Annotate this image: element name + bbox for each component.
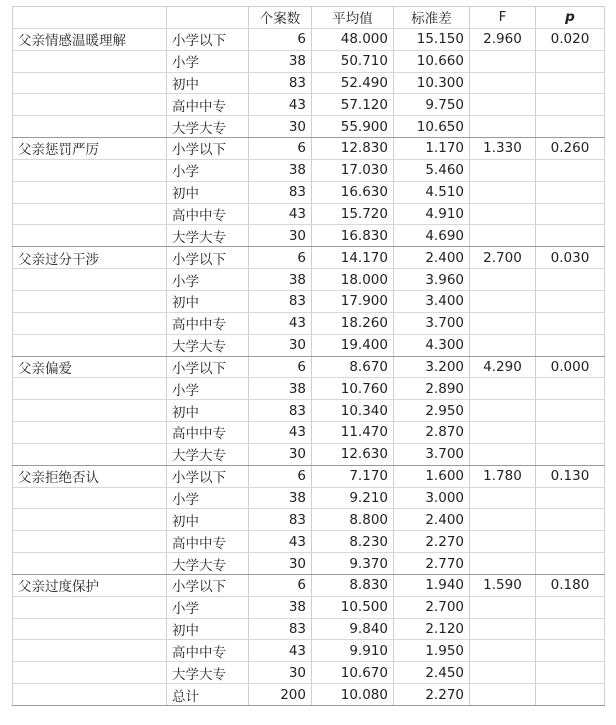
case-count: 6 <box>249 247 312 269</box>
education-level: 初中 <box>167 618 249 640</box>
case-count: 38 <box>249 487 312 509</box>
case-count: 43 <box>249 203 312 225</box>
f-value-empty <box>470 72 536 94</box>
table-row <box>13 400 605 422</box>
variable-name-empty <box>13 269 167 291</box>
case-count: 83 <box>249 290 312 312</box>
p-value-empty <box>536 553 605 575</box>
case-count: 83 <box>249 509 312 531</box>
case-count: 6 <box>249 356 312 378</box>
education-level: 小学 <box>167 269 249 291</box>
education-level: 初中 <box>167 290 249 312</box>
table-row <box>13 378 605 400</box>
f-value-empty <box>470 618 536 640</box>
f-value-empty <box>470 50 536 72</box>
table-row <box>13 356 605 378</box>
education-level: 小学以下 <box>167 247 249 269</box>
p-value: 0.130 <box>536 465 605 487</box>
sd-value: 1.950 <box>394 640 470 662</box>
variable-name-empty <box>13 684 167 706</box>
education-level: 大学大专 <box>167 225 249 247</box>
p-value-empty <box>536 72 605 94</box>
education-level: 初中 <box>167 181 249 203</box>
education-level: 大学大专 <box>167 334 249 356</box>
case-count: 38 <box>249 159 312 181</box>
variable-name-empty <box>13 640 167 662</box>
f-value: 4.290 <box>470 356 536 378</box>
sd-value: 1.940 <box>394 574 470 596</box>
case-count: 43 <box>249 531 312 553</box>
p-value-empty <box>536 618 605 640</box>
p-value-empty <box>536 334 605 356</box>
mean-value: 17.900 <box>312 290 394 312</box>
mean-value: 8.230 <box>312 531 394 553</box>
case-count: 30 <box>249 553 312 575</box>
case-count: 6 <box>249 465 312 487</box>
case-count: 30 <box>249 225 312 247</box>
variable-name-empty <box>13 181 167 203</box>
case-count: 38 <box>249 269 312 291</box>
case-count: 43 <box>249 422 312 444</box>
variable-name-empty <box>13 662 167 684</box>
f-value-empty <box>470 203 536 225</box>
p-value-empty <box>536 487 605 509</box>
p-value-empty <box>536 290 605 312</box>
mean-value: 18.000 <box>312 269 394 291</box>
mean-value: 17.030 <box>312 159 394 181</box>
p-value-empty <box>536 640 605 662</box>
p-value-empty <box>536 422 605 444</box>
education-level: 小学以下 <box>167 574 249 596</box>
table-row <box>13 203 605 225</box>
sd-value: 10.650 <box>394 116 470 138</box>
sd-value: 10.300 <box>394 72 470 94</box>
table-row <box>13 487 605 509</box>
f-value-empty <box>470 684 536 706</box>
table-row <box>13 181 605 203</box>
education-level: 总计 <box>167 684 249 706</box>
sd-value: 2.270 <box>394 531 470 553</box>
mean-value: 19.400 <box>312 334 394 356</box>
case-count: 6 <box>249 28 312 50</box>
table-row <box>13 138 605 160</box>
p-value-empty <box>536 443 605 465</box>
sd-value: 2.770 <box>394 553 470 575</box>
p-value-empty <box>536 684 605 706</box>
education-level: 初中 <box>167 400 249 422</box>
variable-name-empty <box>13 509 167 531</box>
case-count: 30 <box>249 443 312 465</box>
case-count: 83 <box>249 181 312 203</box>
case-count: 38 <box>249 596 312 618</box>
table-row <box>13 312 605 334</box>
education-level: 大学大专 <box>167 443 249 465</box>
mean-value: 8.830 <box>312 574 394 596</box>
header-sd: 标准差 <box>394 7 470 29</box>
variable-name: 父亲偏爱 <box>13 356 167 378</box>
p-value-empty <box>536 203 605 225</box>
variable-name-empty <box>13 159 167 181</box>
case-count: 30 <box>249 334 312 356</box>
table-row <box>13 269 605 291</box>
f-value-empty <box>470 94 536 116</box>
p-value-empty <box>536 269 605 291</box>
mean-value: 11.470 <box>312 422 394 444</box>
f-value-empty <box>470 553 536 575</box>
mean-value: 9.910 <box>312 640 394 662</box>
mean-value: 12.830 <box>312 138 394 160</box>
mean-value: 55.900 <box>312 116 394 138</box>
table-row <box>13 640 605 662</box>
f-value-empty <box>470 531 536 553</box>
table-row <box>13 509 605 531</box>
header-n: 个案数 <box>249 7 312 29</box>
p-value-empty <box>536 378 605 400</box>
mean-value: 15.720 <box>312 203 394 225</box>
sd-value: 2.950 <box>394 400 470 422</box>
variable-name: 父亲惩罚严厉 <box>13 138 167 160</box>
f-value-empty <box>470 181 536 203</box>
sd-value: 3.400 <box>394 290 470 312</box>
sd-value: 2.450 <box>394 662 470 684</box>
variable-name: 父亲过度保护 <box>13 574 167 596</box>
mean-value: 10.500 <box>312 596 394 618</box>
education-level: 小学 <box>167 487 249 509</box>
variable-name-empty <box>13 443 167 465</box>
variable-name-empty <box>13 487 167 509</box>
variable-name-empty <box>13 94 167 116</box>
variable-name-empty <box>13 400 167 422</box>
sd-value: 2.700 <box>394 596 470 618</box>
variable-name-empty <box>13 225 167 247</box>
table-row <box>13 531 605 553</box>
f-value-empty <box>470 116 536 138</box>
f-value-empty <box>470 509 536 531</box>
case-count: 43 <box>249 94 312 116</box>
table-row <box>13 72 605 94</box>
p-value-empty <box>536 181 605 203</box>
table-row <box>13 596 605 618</box>
table-row <box>13 116 605 138</box>
education-level: 小学 <box>167 50 249 72</box>
case-count: 30 <box>249 662 312 684</box>
variable-name-empty <box>13 596 167 618</box>
f-value-empty <box>470 422 536 444</box>
mean-value: 9.210 <box>312 487 394 509</box>
case-count: 83 <box>249 618 312 640</box>
p-value-empty <box>536 116 605 138</box>
p-value: 0.000 <box>536 356 605 378</box>
variable-name-empty <box>13 531 167 553</box>
sd-value: 1.170 <box>394 138 470 160</box>
education-level: 高中中专 <box>167 422 249 444</box>
sd-value: 15.150 <box>394 28 470 50</box>
p-value: 0.030 <box>536 247 605 269</box>
header-row <box>13 7 605 29</box>
mean-value: 16.830 <box>312 225 394 247</box>
education-level: 小学 <box>167 159 249 181</box>
variable-name-empty <box>13 422 167 444</box>
p-value-empty <box>536 159 605 181</box>
table-row <box>13 465 605 487</box>
case-count: 6 <box>249 574 312 596</box>
header-mean: 平均值 <box>312 7 394 29</box>
f-value-empty <box>470 290 536 312</box>
table-row <box>13 247 605 269</box>
f-value: 2.700 <box>470 247 536 269</box>
case-count: 6 <box>249 138 312 160</box>
education-level: 高中中专 <box>167 640 249 662</box>
table-row <box>13 159 605 181</box>
p-value-empty <box>536 400 605 422</box>
sd-value: 2.120 <box>394 618 470 640</box>
mean-value: 52.490 <box>312 72 394 94</box>
education-level: 初中 <box>167 509 249 531</box>
f-value-empty <box>470 400 536 422</box>
mean-value: 50.710 <box>312 50 394 72</box>
variable-name-empty <box>13 553 167 575</box>
anova-table <box>12 6 605 706</box>
f-value: 1.590 <box>470 574 536 596</box>
education-level: 小学以下 <box>167 138 249 160</box>
mean-value: 16.630 <box>312 181 394 203</box>
f-value-empty <box>470 334 536 356</box>
table-row <box>13 553 605 575</box>
f-value-empty <box>470 312 536 334</box>
variable-name-empty <box>13 334 167 356</box>
mean-value: 10.340 <box>312 400 394 422</box>
case-count: 38 <box>249 378 312 400</box>
sd-value: 3.700 <box>394 443 470 465</box>
header-variable <box>13 7 167 29</box>
mean-value: 9.370 <box>312 553 394 575</box>
table-row <box>13 422 605 444</box>
mean-value: 14.170 <box>312 247 394 269</box>
variable-name: 父亲情感温暖理解 <box>13 28 167 50</box>
sd-value: 3.960 <box>394 269 470 291</box>
f-value: 2.960 <box>470 28 536 50</box>
sd-value: 4.510 <box>394 181 470 203</box>
mean-value: 57.120 <box>312 94 394 116</box>
sd-value: 2.400 <box>394 509 470 531</box>
variable-name-empty <box>13 618 167 640</box>
header-p: p <box>536 7 605 29</box>
p-value: 0.180 <box>536 574 605 596</box>
mean-value: 48.000 <box>312 28 394 50</box>
mean-value: 10.080 <box>312 684 394 706</box>
education-level: 小学 <box>167 378 249 400</box>
variable-name-empty <box>13 50 167 72</box>
p-value-empty <box>536 312 605 334</box>
table-row <box>13 443 605 465</box>
f-value-empty <box>470 662 536 684</box>
header-group <box>167 7 249 29</box>
mean-value: 10.760 <box>312 378 394 400</box>
mean-value: 10.670 <box>312 662 394 684</box>
p-value-empty <box>536 531 605 553</box>
mean-value: 12.630 <box>312 443 394 465</box>
p-value-empty <box>536 50 605 72</box>
f-value-empty <box>470 487 536 509</box>
education-level: 高中中专 <box>167 531 249 553</box>
f-value: 1.330 <box>470 138 536 160</box>
p-value: 0.020 <box>536 28 605 50</box>
variable-name-empty <box>13 72 167 94</box>
education-level: 大学大专 <box>167 116 249 138</box>
sd-value: 2.890 <box>394 378 470 400</box>
sd-value: 1.600 <box>394 465 470 487</box>
education-level: 小学以下 <box>167 356 249 378</box>
education-level: 高中中专 <box>167 94 249 116</box>
case-count: 83 <box>249 72 312 94</box>
table-row <box>13 290 605 312</box>
table-row <box>13 618 605 640</box>
case-count: 83 <box>249 400 312 422</box>
variable-name-empty <box>13 203 167 225</box>
sd-value: 5.460 <box>394 159 470 181</box>
f-value-empty <box>470 596 536 618</box>
mean-value: 7.170 <box>312 465 394 487</box>
f-value-empty <box>470 443 536 465</box>
p-value-empty <box>536 509 605 531</box>
sd-value: 9.750 <box>394 94 470 116</box>
sd-value: 3.000 <box>394 487 470 509</box>
f-value-empty <box>470 269 536 291</box>
f-value-empty <box>470 159 536 181</box>
education-level: 小学以下 <box>167 28 249 50</box>
variable-name-empty <box>13 290 167 312</box>
sd-value: 3.200 <box>394 356 470 378</box>
case-count: 43 <box>249 640 312 662</box>
f-value-empty <box>470 225 536 247</box>
education-level: 小学 <box>167 596 249 618</box>
p-value-empty <box>536 596 605 618</box>
table-row <box>13 50 605 72</box>
education-level: 高中中专 <box>167 312 249 334</box>
sd-value: 3.700 <box>394 312 470 334</box>
education-level: 初中 <box>167 72 249 94</box>
case-count: 30 <box>249 116 312 138</box>
header-f: F <box>470 7 536 29</box>
case-count: 200 <box>249 684 312 706</box>
case-count: 38 <box>249 50 312 72</box>
variable-name-empty <box>13 116 167 138</box>
education-level: 小学以下 <box>167 465 249 487</box>
sd-value: 10.660 <box>394 50 470 72</box>
p-value-empty <box>536 662 605 684</box>
table-row <box>13 94 605 116</box>
case-count: 43 <box>249 312 312 334</box>
table-row <box>13 574 605 596</box>
table-row <box>13 662 605 684</box>
p-value: 0.260 <box>536 138 605 160</box>
sd-value: 2.870 <box>394 422 470 444</box>
table-row <box>13 684 605 706</box>
table-row <box>13 334 605 356</box>
table-row <box>13 28 605 50</box>
variable-name-empty <box>13 312 167 334</box>
sd-value: 4.300 <box>394 334 470 356</box>
variable-name: 父亲过分干涉 <box>13 247 167 269</box>
education-level: 高中中专 <box>167 203 249 225</box>
education-level: 大学大专 <box>167 662 249 684</box>
f-value-empty <box>470 378 536 400</box>
p-value-empty <box>536 94 605 116</box>
mean-value: 18.260 <box>312 312 394 334</box>
sd-value: 2.400 <box>394 247 470 269</box>
variable-name-empty <box>13 378 167 400</box>
sd-value: 4.910 <box>394 203 470 225</box>
variable-name: 父亲拒绝否认 <box>13 465 167 487</box>
mean-value: 9.840 <box>312 618 394 640</box>
sd-value: 2.270 <box>394 684 470 706</box>
f-value-empty <box>470 640 536 662</box>
mean-value: 8.800 <box>312 509 394 531</box>
f-value: 1.780 <box>470 465 536 487</box>
mean-value: 8.670 <box>312 356 394 378</box>
sd-value: 4.690 <box>394 225 470 247</box>
education-level: 大学大专 <box>167 553 249 575</box>
table-row <box>13 225 605 247</box>
p-value-empty <box>536 225 605 247</box>
